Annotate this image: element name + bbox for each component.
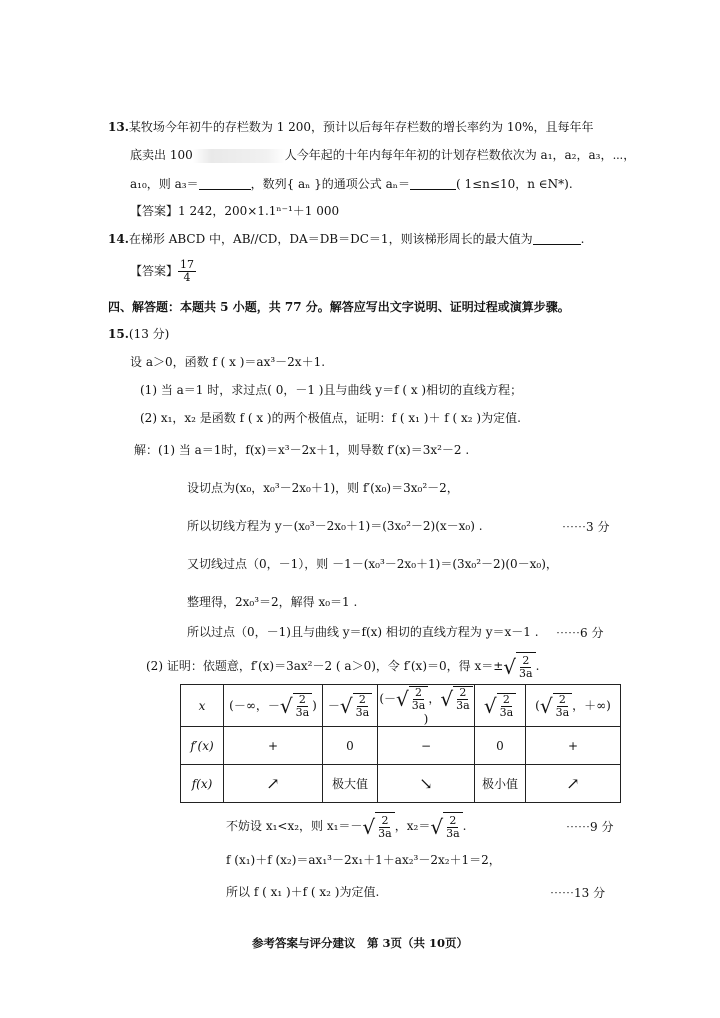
score-mark: ⋯⋯3 分 (562, 520, 610, 534)
solution-text: (2) 证明：依题意，f′(x)＝3ax²－2 ( a＞0)，令 f′(x)＝0，得 x＝± (146, 659, 504, 673)
q13-text-3c: ( 1≤n≤10，n ∈N*). (455, 177, 573, 191)
answer-blank (199, 177, 251, 190)
increasing-arrow-icon: ↗ (526, 765, 621, 803)
solution-line-7 (146, 652, 539, 681)
fraction-denominator: 3a (378, 827, 392, 840)
score-mark: ⋯⋯9 分 (566, 820, 614, 834)
fraction-numerator: 17 (180, 258, 195, 271)
table-header-x: x (198, 698, 206, 713)
answer-label: 【答案】 (130, 204, 179, 218)
sqrt-expression: √ $\frac{2}{3a}$ (396, 686, 428, 712)
solution-line-1: 解：(1) 当 a＝1时，f(x)＝x³－2x＋1，则导数 f′(x)＝3x²－2 . (134, 443, 470, 457)
solution-line-2: 设切点为(x₀，x₀³－2x₀＋1)，则 f′(x₀)＝3x₀²－2， (187, 481, 459, 495)
fraction-denominator: 3a (446, 827, 460, 840)
table-cell (323, 685, 378, 727)
q13-line1 (108, 119, 594, 135)
q13-text-3a: a₁₀，则 a₃＝ (130, 177, 199, 191)
q15-given: 设 a＞0，函数 f ( x )＝ax³－2x＋1. (130, 355, 326, 369)
increasing-arrow-icon: ↗ (224, 765, 323, 803)
answer-label: 【答案】 (130, 264, 179, 278)
q14-line (108, 231, 584, 247)
fraction-denominator: 3a (499, 705, 514, 719)
sqrt-expression: √ $\frac{2}{3a}$ (484, 693, 516, 719)
sqrt-expression: √ $\frac{2}{3a}$ (503, 652, 535, 681)
solution-text: . (535, 659, 540, 673)
sqrt-expression: √ $\frac{2}{3a}$ (430, 812, 462, 841)
fraction-numerator: 2 (558, 692, 566, 706)
q13-text-3b: ，数列{ aₙ }的通项公式 aₙ＝ (250, 177, 410, 191)
answer-blank (410, 177, 456, 190)
solution-line-3: 所以切线方程为 y－(x₀³－2x₀＋1)＝(3x₀²－2)(x－x₀) . (187, 519, 483, 533)
cell-text: － (327, 698, 340, 712)
score-mark: ⋯⋯13 分 (550, 886, 606, 900)
fraction-numerator: 2 (358, 692, 366, 706)
q13-line2 (130, 147, 635, 163)
table-header-fprime: f′(x) (190, 738, 214, 753)
sqrt-expression: √ $\frac{2}{3a}$ (362, 812, 394, 841)
q14-answer (130, 258, 196, 284)
solution-text: 不妨设 x₁<x₂，则 x₁＝－ (226, 819, 363, 833)
fraction-numerator: 2 (298, 692, 306, 706)
sqrt-expression: √ $\frac{2}{3a}$ (340, 693, 372, 719)
table-cell: − (378, 727, 475, 765)
solution-text: . (462, 819, 467, 833)
q13-answer (130, 203, 339, 219)
sqrt-expression: √ $\frac{2}{3a}$ (280, 693, 312, 719)
q15-points: (13 分) (128, 327, 170, 341)
fraction-denominator: 3a (355, 705, 370, 719)
sqrt-expression: √ $\frac{2}{3a}$ (540, 693, 572, 719)
cell-text: ) (423, 711, 429, 726)
sqrt-expression: √ $\frac{2}{3a}$ (440, 686, 472, 712)
blurred-region (193, 149, 285, 163)
table-cell (475, 685, 526, 727)
section-heading: 四、解答题：本题共 5 小题，共 77 分。解答应写出文字说明、证明过程或演算步骤。 (108, 300, 570, 314)
fraction-denominator: 3a (456, 698, 470, 712)
q14-end: . (580, 232, 585, 246)
q14-answer-fraction (178, 259, 196, 284)
q13-number: 13. (108, 120, 129, 134)
cell-text: ( (535, 698, 540, 712)
q15-header (108, 326, 169, 342)
cell-text: ， (428, 691, 441, 705)
fraction-denominator: 3a (555, 705, 570, 719)
fraction-denominator: 3a (411, 698, 426, 712)
fraction-numerator: 2 (459, 685, 467, 699)
fraction-denominator: 4 (183, 271, 191, 284)
table-cell: + (526, 727, 621, 765)
q14-text: 在梯形 ABCD 中，AB//CD，DA＝DB＝DC＝1，则该梯形周长的最大值为 (128, 232, 533, 246)
table-row (181, 685, 621, 727)
solution-text: ，x₂＝ (394, 819, 431, 833)
fraction-numerator: 2 (502, 692, 510, 706)
cell-text: ) (312, 698, 317, 712)
solution-line-8 (226, 812, 466, 841)
table-cell (526, 685, 621, 727)
cell-text: (－ (379, 691, 397, 705)
decreasing-arrow-icon: ↘ (378, 765, 475, 803)
q13-text-2a: 底卖出 100 (130, 148, 193, 162)
table-cell: 极小值 (475, 765, 526, 803)
table-cell: + (224, 727, 323, 765)
solution-line-4: 又切线过点（0，－1），则 －1－(x₀³－2x₀＋1)＝(3x₀²－2)(0－x₀)， (187, 557, 558, 571)
fraction-numerator: 2 (381, 814, 389, 827)
solution-line-9: f (x₁)＋f (x₂)＝ax₁³－2x₁＋1＋ax₂³－2x₂＋1＝2， (226, 853, 501, 867)
answer-blank (533, 232, 581, 245)
q14-number: 14. (108, 232, 129, 246)
fraction-denominator: 3a (519, 667, 533, 680)
table-header-f: f(x) (191, 776, 213, 791)
table-cell: 0 (323, 727, 378, 765)
q15-number: 15. (108, 327, 129, 341)
cell-text: ，＋∞) (572, 698, 611, 712)
fraction-numerator: 2 (449, 814, 457, 827)
q13-text-1: 某牧场今年初牛的存栏数为 1 200，预计以后每年存栏数的增长率约为 10%，且每年年 (128, 120, 594, 134)
table-cell: 极大值 (323, 765, 378, 803)
score-mark: ⋯⋯6 分 (556, 626, 604, 640)
page-footer: 参考答案与评分建议 第 3页（共 10页） (251, 936, 468, 950)
q13-answer-text: 1 242，200×1.1ⁿ⁻¹＋1 000 (178, 204, 340, 218)
fraction-numerator: 2 (415, 685, 423, 699)
q15-part1: (1) 当 a＝1 时，求过点( 0，－1 )且与曲线 y＝f ( x )相切的直线方程； (140, 383, 523, 397)
table-row (181, 727, 621, 765)
variation-table (180, 684, 621, 803)
table-cell (224, 685, 323, 727)
cell-text: (－∞，－ (229, 698, 280, 712)
solution-line-6: 所以过点（0，－1)且与曲线 y＝f(x) 相切的直线方程为 y＝x－1 . (187, 625, 539, 639)
solution-line-10: 所以 f ( x₁ )＋f ( x₂ )为定值. (226, 885, 380, 899)
q15-part2: (2) x₁，x₂ 是函数 f ( x )的两个极值点，证明：f ( x₁ )＋ f ( x₂ )为定值. (140, 411, 521, 425)
fraction-numerator: 2 (522, 654, 530, 667)
table-cell (378, 685, 475, 727)
q13-text-2b: 人今年起的十年内每年年初的计划存栏数依次为 a₁，a₂，a₃，⋯， (284, 148, 636, 162)
table-cell: 0 (475, 727, 526, 765)
table-row (181, 765, 621, 803)
solution-line-5: 整理得，2x₀³＝2，解得 x₀＝1 . (187, 595, 358, 609)
q13-line3 (130, 176, 573, 192)
fraction-denominator: 3a (295, 705, 310, 719)
